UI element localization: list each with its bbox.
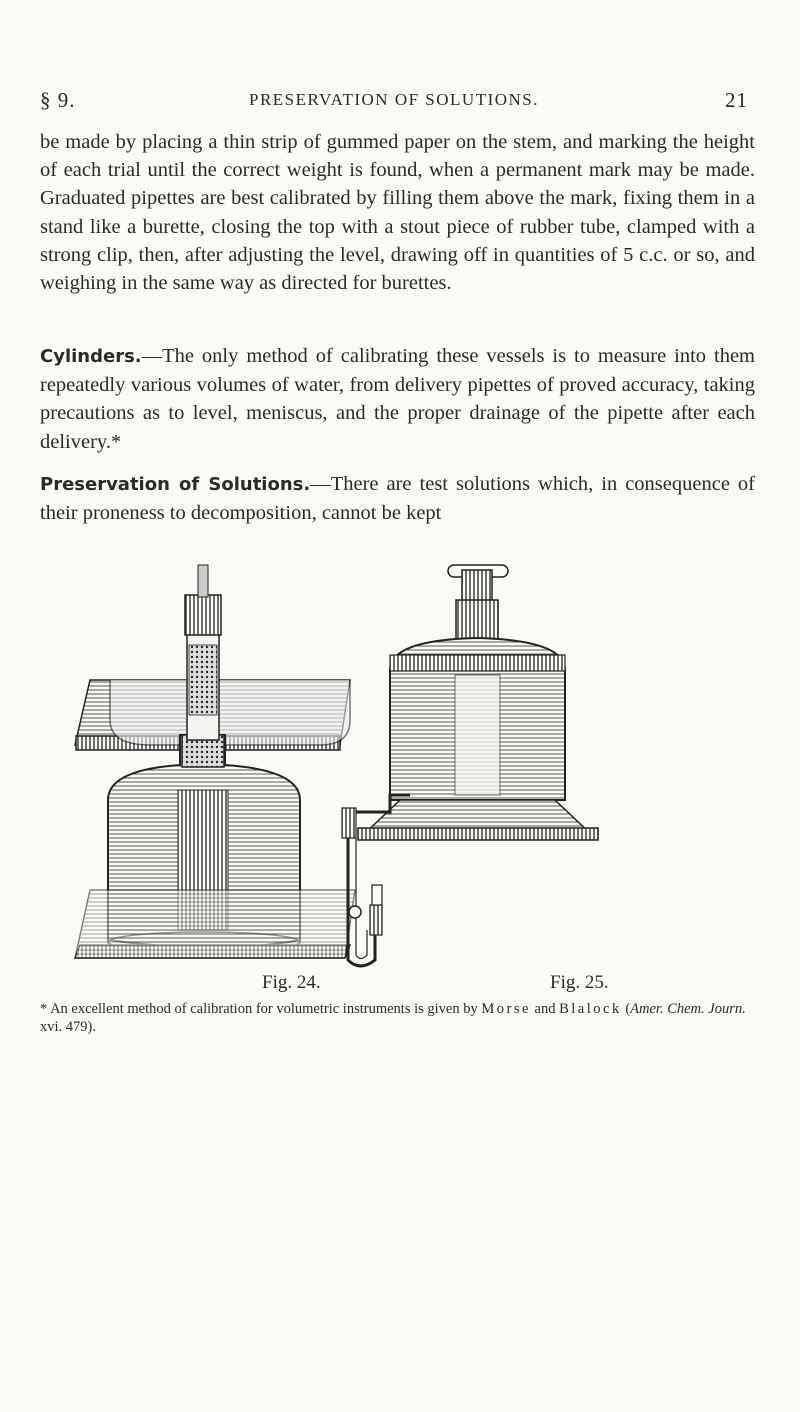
running-header bbox=[40, 88, 748, 114]
running-title: PRESERVATION OF SOLUTIONS. bbox=[249, 90, 539, 109]
footnote-marker: * bbox=[40, 1001, 48, 1017]
footnote bbox=[40, 1000, 760, 1036]
footnote-author-morse: Morse bbox=[481, 1001, 531, 1017]
fig25-drawing bbox=[342, 565, 598, 966]
fig25-caption: Fig. 25. bbox=[550, 972, 609, 993]
figure-illustrations bbox=[60, 560, 760, 970]
fig24-caption: Fig. 24. bbox=[262, 972, 321, 993]
footnote-and: and bbox=[530, 1001, 560, 1017]
footnote-journal: Amer. Chem. Journ. bbox=[630, 1001, 746, 1017]
section-number: § 9. bbox=[40, 88, 76, 112]
paragraph-preservation bbox=[40, 470, 755, 527]
cylinders-body: —The only method of calibrating these vessels is to measure into them repeatedly various volumes of water, from delivery pipettes of proved accuracy, taking precautions as to level, meniscus, and the proper drainage of the pipette after each delivery.* bbox=[40, 345, 755, 453]
fig24-drawing bbox=[75, 565, 355, 960]
footnote-citation: xvi. 479). bbox=[40, 1019, 96, 1035]
preservation-body: —There are test solutions which, in consequence of their proneness to decomposition, cannot be kept bbox=[40, 473, 755, 525]
footnote-author-blalock: Blalock bbox=[559, 1001, 622, 1017]
preservation-heading: Preservation of Solutions. bbox=[40, 474, 311, 495]
cylinders-heading: Cylinders. bbox=[40, 346, 142, 367]
footnote-text: An excellent method of calibration for volumetric instruments is given by bbox=[47, 1001, 482, 1017]
paragraph-pipettes: be made by placing a thin strip of gummed paper on the stem, and marking the height of each trial until the correct weight is found, when a permanent mark may be made. Graduated pipettes are best calibrated by filling them above the mark, fixing them in a stand like a burette, closing the top with a stout piece of rubber tube, clamped with a strong clip, then, after adjusting the level, drawing off in quantities of 5 c.c. or so, and weighing in the same way as directed for burettes. bbox=[40, 131, 755, 295]
paragraph-cylinders bbox=[40, 342, 755, 456]
footnote-paren: ( bbox=[621, 1001, 631, 1017]
page-number: 21 bbox=[725, 88, 748, 112]
